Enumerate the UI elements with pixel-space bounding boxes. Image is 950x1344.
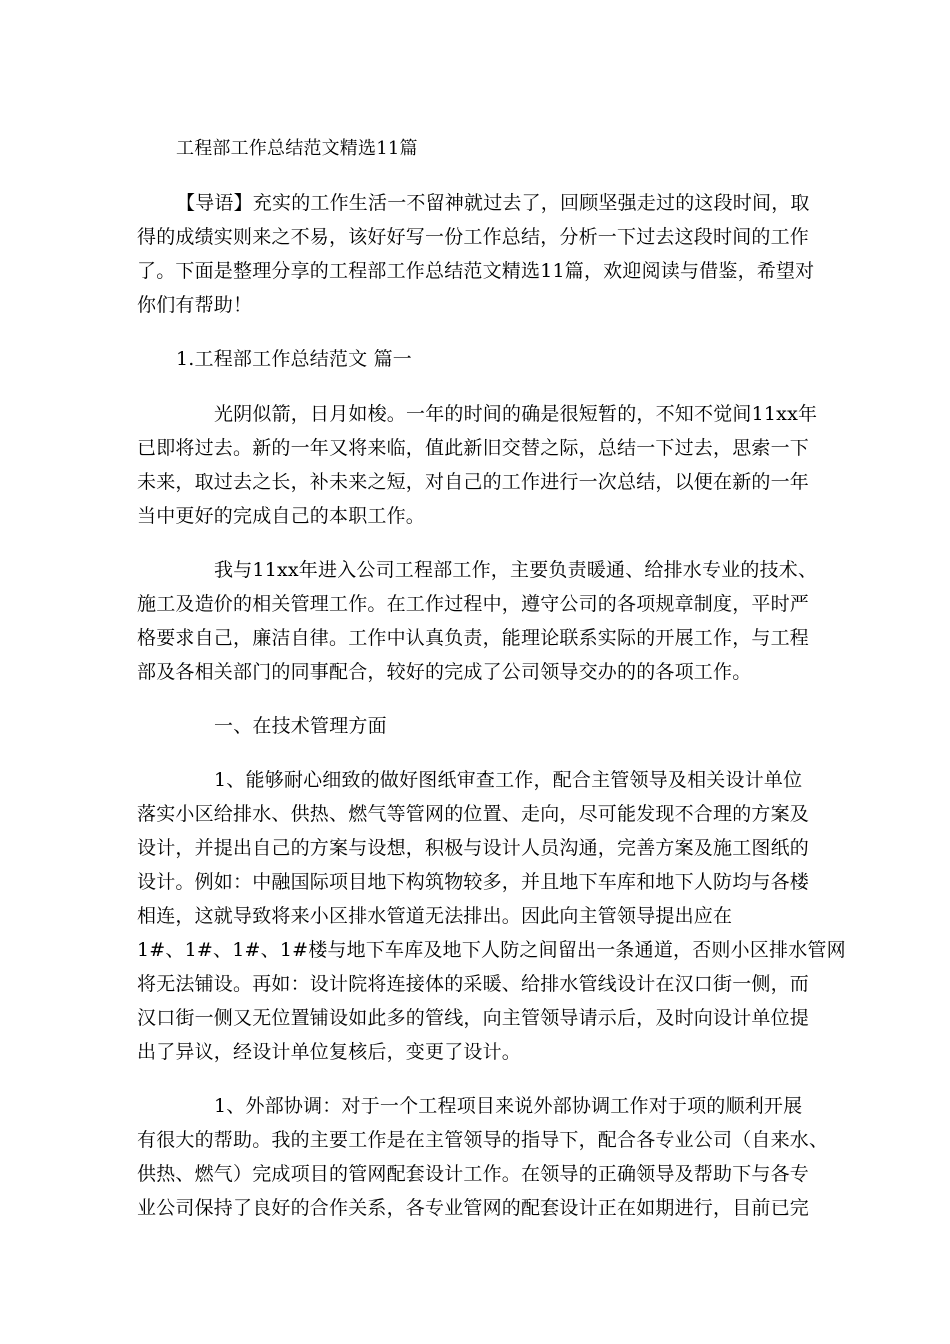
paragraph-line: 格要求自己，廉洁自律。工作中认真负责，能理论联系实际的开展工作，与工程 (137, 627, 810, 649)
paragraph-line: 将无法铺设。再如：设计院将连接体的采暖、给排水管线设计在汉口街一侧，而 (137, 973, 810, 995)
paragraph-line: 部及各相关部门的同事配合，较好的完成了公司领导交办的的各项工作。 (137, 661, 752, 683)
paragraph-line: 1、能够耐心细致的做好图纸审查工作，配合主管领导及相关设计单位 (214, 769, 803, 791)
paragraph-line: 我与11xx年进入公司工程部工作，主要负责暖通、给排水专业的技术、 (214, 559, 818, 581)
paragraph-line: 施工及造价的相关管理工作。在工作过程中，遵守公司的各项规章制度，平时严 (137, 593, 810, 615)
paragraph-line: 落实小区给排水、供热、燃气等管网的位置、走向，尽可能发现不合理的方案及 (137, 803, 810, 825)
document-title: 工程部工作总结范文精选11篇 (176, 138, 418, 159)
intro-line: 得的成绩实则来之不易，该好好写一份工作总结，分析一下过去这段时间的工作 (137, 226, 810, 248)
paragraph-line: 未来，取过去之长，补未来之短，对自己的工作进行一次总结，以便在新的一年 (137, 471, 810, 493)
paragraph-line: 业公司保持了良好的合作关系，各专业管网的配套设计正在如期进行，目前已完 (137, 1197, 810, 1219)
paragraph-line: 已即将过去。新的一年又将来临，值此新旧交替之际，总结一下过去，思索一下 (137, 437, 810, 459)
section-heading: 1.工程部工作总结范文 篇一 (176, 348, 412, 370)
paragraph-line: 设计。例如：中融国际项目地下构筑物较多，并且地下车库和地下人防均与各楼 (137, 871, 810, 893)
intro-line: 了。下面是整理分享的工程部工作总结范文精选11篇，欢迎阅读与借鉴，希望对 (137, 260, 815, 282)
paragraph-line: 有很大的帮助。我的主要工作是在主管领导的指导下，配合各专业公司（自来水、 (137, 1129, 829, 1151)
paragraph-line: 汉口街一侧又无位置铺设如此多的管线，向主管领导请示后，及时向设计单位提 (137, 1007, 810, 1029)
paragraph-line: 供热、燃气）完成项目的管网配套设计工作。在领导的正确领导及帮助下与各专 (137, 1163, 810, 1185)
subheading: 一、在技术管理方面 (214, 715, 387, 737)
paragraph-line: 出了异议，经设计单位复核后，变更了设计。 (137, 1041, 522, 1063)
paragraph-line: 设计，并提出自己的方案与设想，积极与设计人员沟通，完善方案及施工图纸的 (137, 837, 810, 859)
paragraph-line: 1#、1#、1#、1#楼与地下车库及地下人防之间留出一条通道，否则小区排水管网 (137, 939, 846, 961)
paragraph-line: 1、外部协调：对于一个工程项目来说外部协调工作对于项的顺利开展 (214, 1095, 803, 1117)
intro-line: 【导语】充实的工作生活一不留神就过去了，回顾坚强走过的这段时间，取 (176, 192, 810, 214)
paragraph-line: 当中更好的完成自己的本职工作。 (137, 505, 426, 527)
paragraph-line: 光阴似箭，日月如梭。一年的时间的确是很短暂的，不知不觉间11xx年 (214, 403, 818, 425)
intro-line: 你们有帮助！ (137, 294, 253, 316)
paragraph-line: 相连，这就导致将来小区排水管道无法排出。因此向主管领导提出应在 (137, 905, 733, 927)
